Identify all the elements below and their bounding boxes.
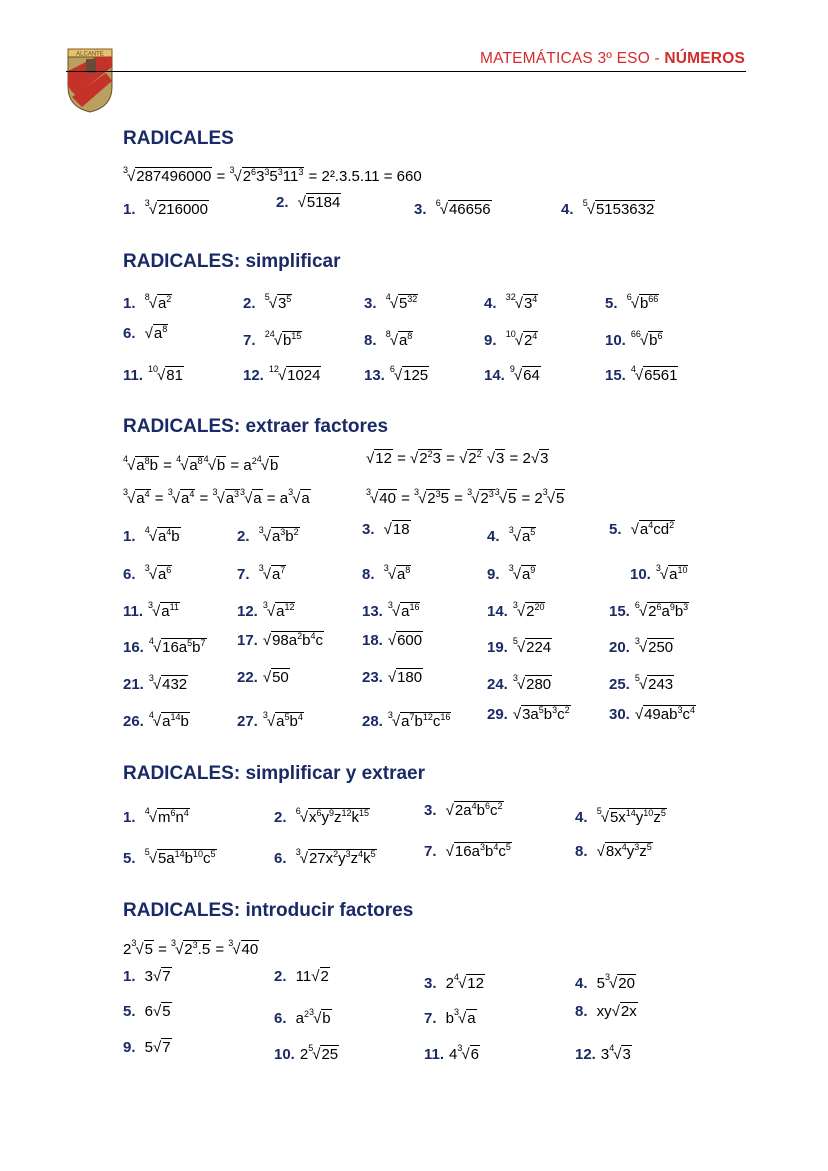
exercise: 8. $√8x^4y^3z^5$	[575, 842, 652, 860]
exercise: 16. $^4√16a^5b^7$	[123, 636, 206, 656]
exercise: 4. $^5√5x^{14}y^{10}z^5$	[575, 806, 666, 826]
exercise: 2. $^6√x^6y^9z^{12}k^{15}$	[274, 806, 369, 826]
section-title-radicales: RADICALES	[123, 128, 234, 149]
example-line: $^3√287496000 = ^3√2^63^35^311^3 = 2^2.3.5.11 = 660$	[123, 165, 422, 185]
exercise: 10. $2^5√25$	[274, 1043, 339, 1063]
exercise: 14. $^9$√64	[484, 364, 540, 384]
exercise: 12. $3^4√3$	[575, 1043, 631, 1063]
exercise: 15. $^6√2^6a^9b^3$	[609, 600, 689, 620]
exercise-3: 3. $^6$√46656	[414, 198, 491, 218]
exercise: 11. $4^3√6$	[424, 1043, 479, 1063]
exercise: 21. $^3$√432	[123, 673, 188, 693]
exercise: 1. $^4√m^6n^4$	[123, 806, 189, 826]
exercise: 15. $^4$√6561	[605, 364, 678, 384]
section-title-extraer: RADICALES: extraer factores	[123, 416, 389, 437]
section-title-simplificar-extraer: RADICALES: simplificar y extraer	[123, 763, 425, 784]
exercise: 5. $^5√5a^{14}b^{10}c^5$	[123, 847, 216, 867]
header-rule	[66, 71, 746, 72]
section-title-simplificar: RADICALES: simplificar	[123, 251, 341, 272]
exercise: 3. $√2a^4b^6c^2$	[424, 801, 503, 819]
exercise: 12. $^3√a^{12}$	[237, 600, 295, 620]
exercise: 18. √600	[362, 632, 423, 649]
exercise: 1. $^8√a^2$	[123, 292, 172, 312]
exercise: 4. $^3√a^5$	[487, 525, 536, 545]
exercise: 24. $^3$√280	[487, 673, 552, 693]
exercise: 7. $√16a^3b^4c^5$	[424, 842, 511, 860]
exercise: 3. $^4√5^{32}$	[364, 292, 418, 312]
exercise: 5. $^6√b^{66}$	[605, 292, 659, 312]
exercise: 13. $^6$√125	[364, 364, 429, 384]
exercise: 1. 3√7	[123, 968, 171, 985]
exercise: 7. $^3√a^7$	[237, 563, 286, 583]
exercise: 8. $^8√a^8$	[364, 329, 413, 349]
exercise: 13. $^3√a^{16}$	[362, 600, 420, 620]
exercise: 22. √50	[237, 669, 289, 686]
example-line: $^3√a^4 = ^3√a^4 = ^3√a^{33}√a = a^3√a$	[123, 487, 310, 507]
exercise: 8. $^3√a^8$	[362, 563, 411, 583]
exercise: 11. $^{10}$√81	[123, 364, 183, 384]
exercise: 2. $^5√3^5$	[243, 292, 292, 312]
exercise: 17. $√98a^2b^4c$	[237, 631, 323, 649]
exercise-2: 2. √5184	[276, 194, 341, 211]
section-title-introducir: RADICALES: introducir factores	[123, 900, 414, 921]
exercise: 3. $2^4√12$	[424, 972, 484, 992]
exercise: 7. $^{24}√b^{15}$	[243, 329, 302, 349]
school-logo	[66, 47, 114, 113]
exercise: 3. √18	[362, 521, 410, 538]
exercise: 27. $^3√a^5b^4$	[237, 710, 303, 730]
exercise: 12. $^{12}$√1024	[243, 364, 321, 384]
exercise: 4. $^{32}√3^4$	[484, 292, 538, 312]
exercise: 10. $^{66}√b^6$	[605, 329, 663, 349]
svg-text:ALCANTE: ALCANTE	[76, 51, 104, 58]
exercise: 9. $^3√a^9$	[487, 563, 536, 583]
exercise: 6. $√a^8$	[123, 324, 168, 342]
exercise: 9. $^{10}√2^4$	[484, 329, 538, 349]
exercise: 2. 11√2	[274, 968, 329, 985]
example-line: $^4√a^8b = ^4√a^{84}√b = a^{24}√b$	[123, 454, 279, 474]
exercise: 4. $5^3√20$	[575, 972, 635, 992]
example-line: $2^3√5 = ^3√2^3.5 = ^3√40$	[123, 938, 259, 958]
exercise: 28. $^3√a^7b^{12}c^{16}$	[362, 710, 451, 730]
exercise: 5. 6√5	[123, 1003, 171, 1020]
exercise: 9. 5√7	[123, 1039, 171, 1056]
exercise: 8. xy√2x	[575, 1003, 637, 1020]
exercise: 6. $a^{23}√b$	[274, 1007, 331, 1027]
exercise: 20. $^3$√250	[609, 636, 674, 656]
exercise: 14. $^3√2^{20}$	[487, 600, 545, 620]
exercise: 1. $^4√a^4b$	[123, 525, 180, 545]
exercise: 2. $^3√a^3b^2$	[237, 525, 299, 545]
exercise: 29. $√3a^5b^3c^2$	[487, 705, 570, 723]
exercise-4: 4. $^5$√5153632	[561, 198, 655, 218]
exercise: 26. $^4√a^{14}b$	[123, 710, 189, 730]
exercise: 25. $^5$√243	[609, 673, 674, 693]
exercise: 23. √180	[362, 669, 423, 686]
exercise: 6. $^3√a^6$	[123, 563, 172, 583]
example-line: $√12 = √2^23 = √2^2$ √3 = 2√3	[366, 449, 549, 467]
exercise: 30. $√49ab^3c^4$	[609, 705, 695, 723]
exercise: 19. $^5$√224	[487, 636, 552, 656]
page-header-title: MATEMÁTICAS 3º ESO - NÚMEROS	[479, 50, 745, 67]
exercise-1: 1. $^3$√216000	[123, 198, 208, 218]
example-line: $^3√40 = ^3√2^35 = ^3√2^{33}√5 = 2^3√5$	[366, 487, 565, 507]
exercise: 6. $^3√27x^2y^3z^4k^5$	[274, 847, 376, 867]
exercise: 10. $^3√a^{10}$	[630, 563, 688, 583]
exercise: 7. $b^3√a$	[424, 1007, 476, 1027]
exercise: 5. $√a^4cd^2$	[609, 520, 675, 538]
exercise: 11. $^3√a^{11}$	[123, 600, 179, 620]
